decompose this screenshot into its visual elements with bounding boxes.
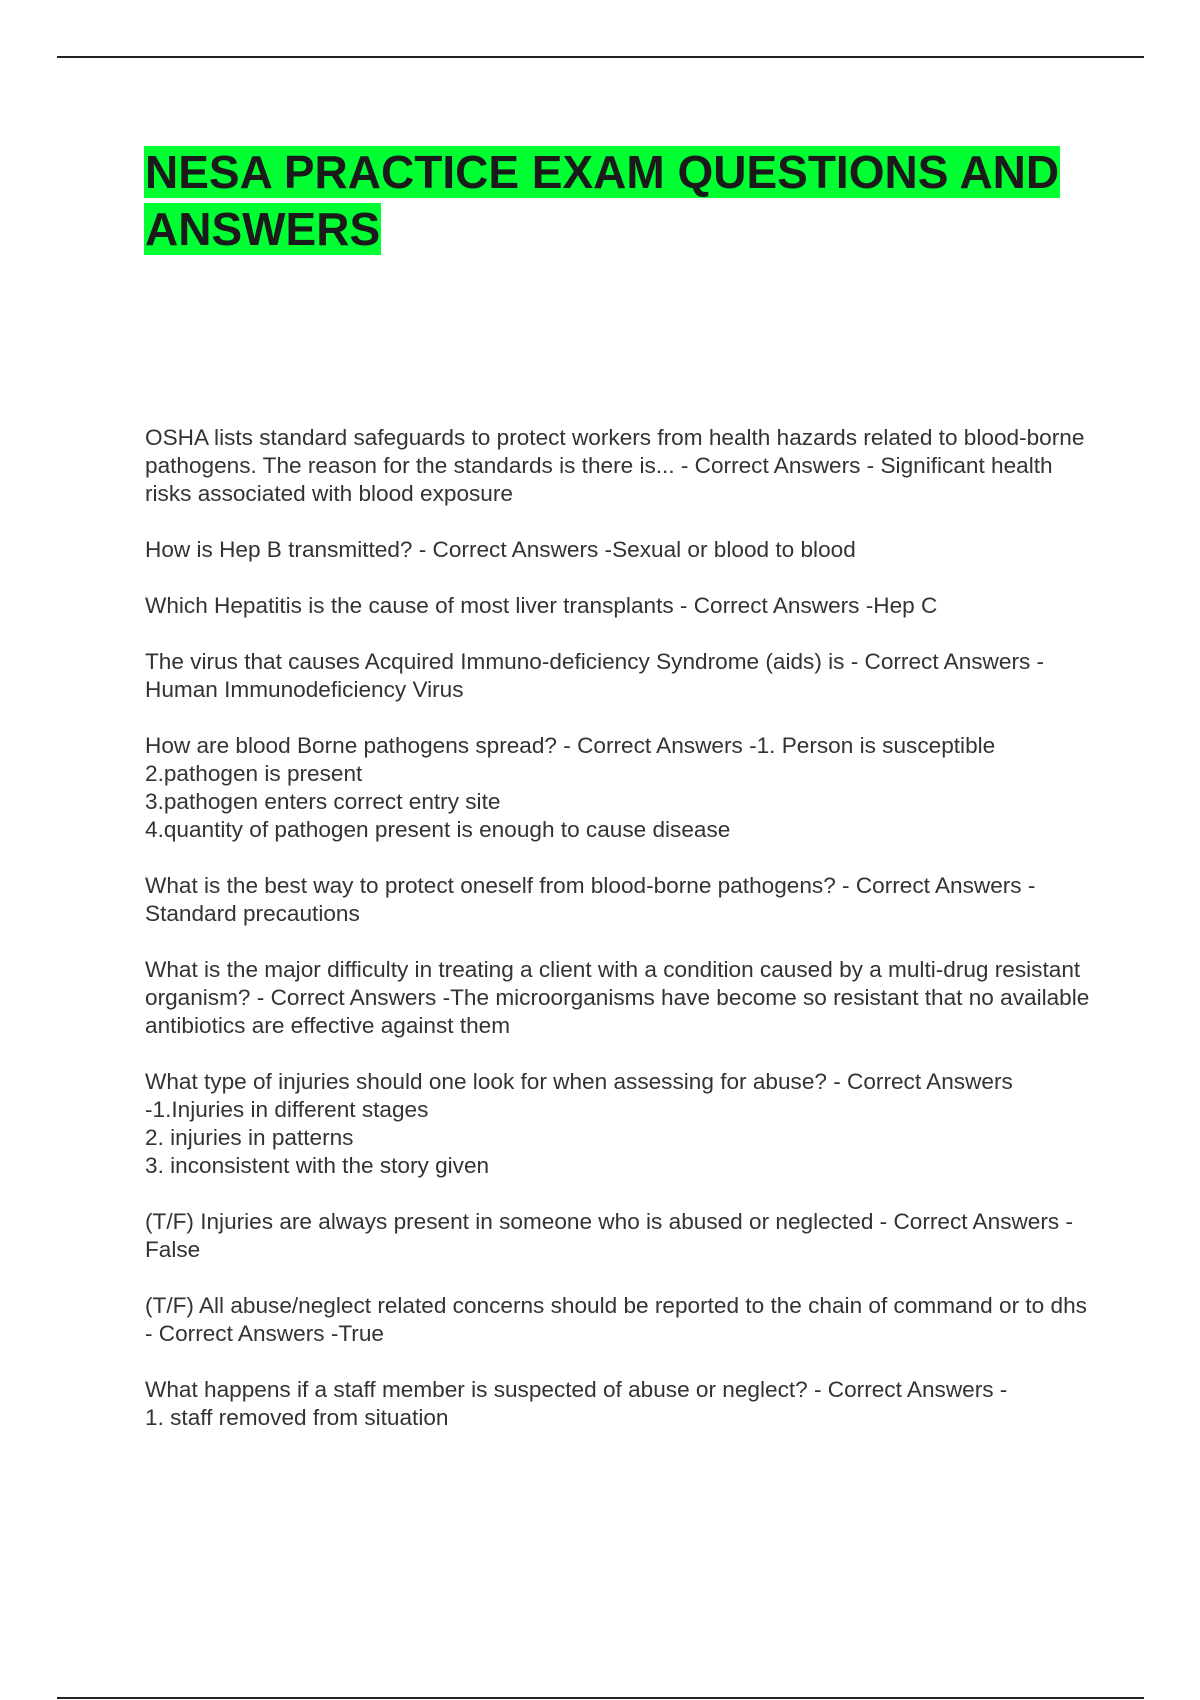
- qa-item: The virus that causes Acquired Immuno-deficiency Syndrome (aids) is - Correct Answers -Human Immunodeficiency Virus: [145, 649, 1045, 702]
- footer-rule: [57, 1697, 1144, 1699]
- qa-item: What happens if a staff member is suspected of abuse or neglect? - Correct Answers - 1. staff removed from situation: [145, 1377, 1008, 1430]
- qa-item: What is the best way to protect oneself from blood-borne pathogens? - Correct Answers -Standard precautions: [145, 873, 1036, 926]
- qa-item: (T/F) All abuse/neglect related concerns should be reported to the chain of command or to dhs - Correct Answers -True: [145, 1293, 1087, 1346]
- qa-item: OSHA lists standard safeguards to protect workers from health hazards related to blood-borne pathogens. The reason for the standards is there is... - Correct Answers - Significant health risks associated with blood exposure: [145, 425, 1085, 506]
- qa-item: Which Hepatitis is the cause of most liver transplants - Correct Answers -Hep C: [145, 593, 938, 618]
- header-rule: [57, 56, 1144, 58]
- qa-item: (T/F) Injuries are always present in someone who is abused or neglected - Correct Answers -False: [145, 1209, 1073, 1262]
- title-highlight: NESA PRACTICE EXAM QUESTIONS AND ANSWERS: [145, 146, 1060, 255]
- qa-list: [145, 424, 1095, 1460]
- document-title: [144, 144, 1094, 258]
- qa-item: What type of injuries should one look for when assessing for abuse? - Correct Answers -1.Injuries in different stages 2. injuries in patterns 3. inconsistent with the story given: [145, 1069, 1013, 1178]
- qa-item: What is the major difficulty in treating a client with a condition caused by a multi-drug resistant organism? - Correct Answers -The microorganisms have become so resistant that no available antibiotics are effective against them: [145, 957, 1090, 1038]
- qa-item: How is Hep B transmitted? - Correct Answers -Sexual or blood to blood: [145, 537, 856, 562]
- qa-item: How are blood Borne pathogens spread? - Correct Answers -1. Person is susceptible 2.pathogen is present 3.pathogen enters correct entry site 4.quantity of pathogen present is enough to cause disease: [145, 733, 996, 842]
